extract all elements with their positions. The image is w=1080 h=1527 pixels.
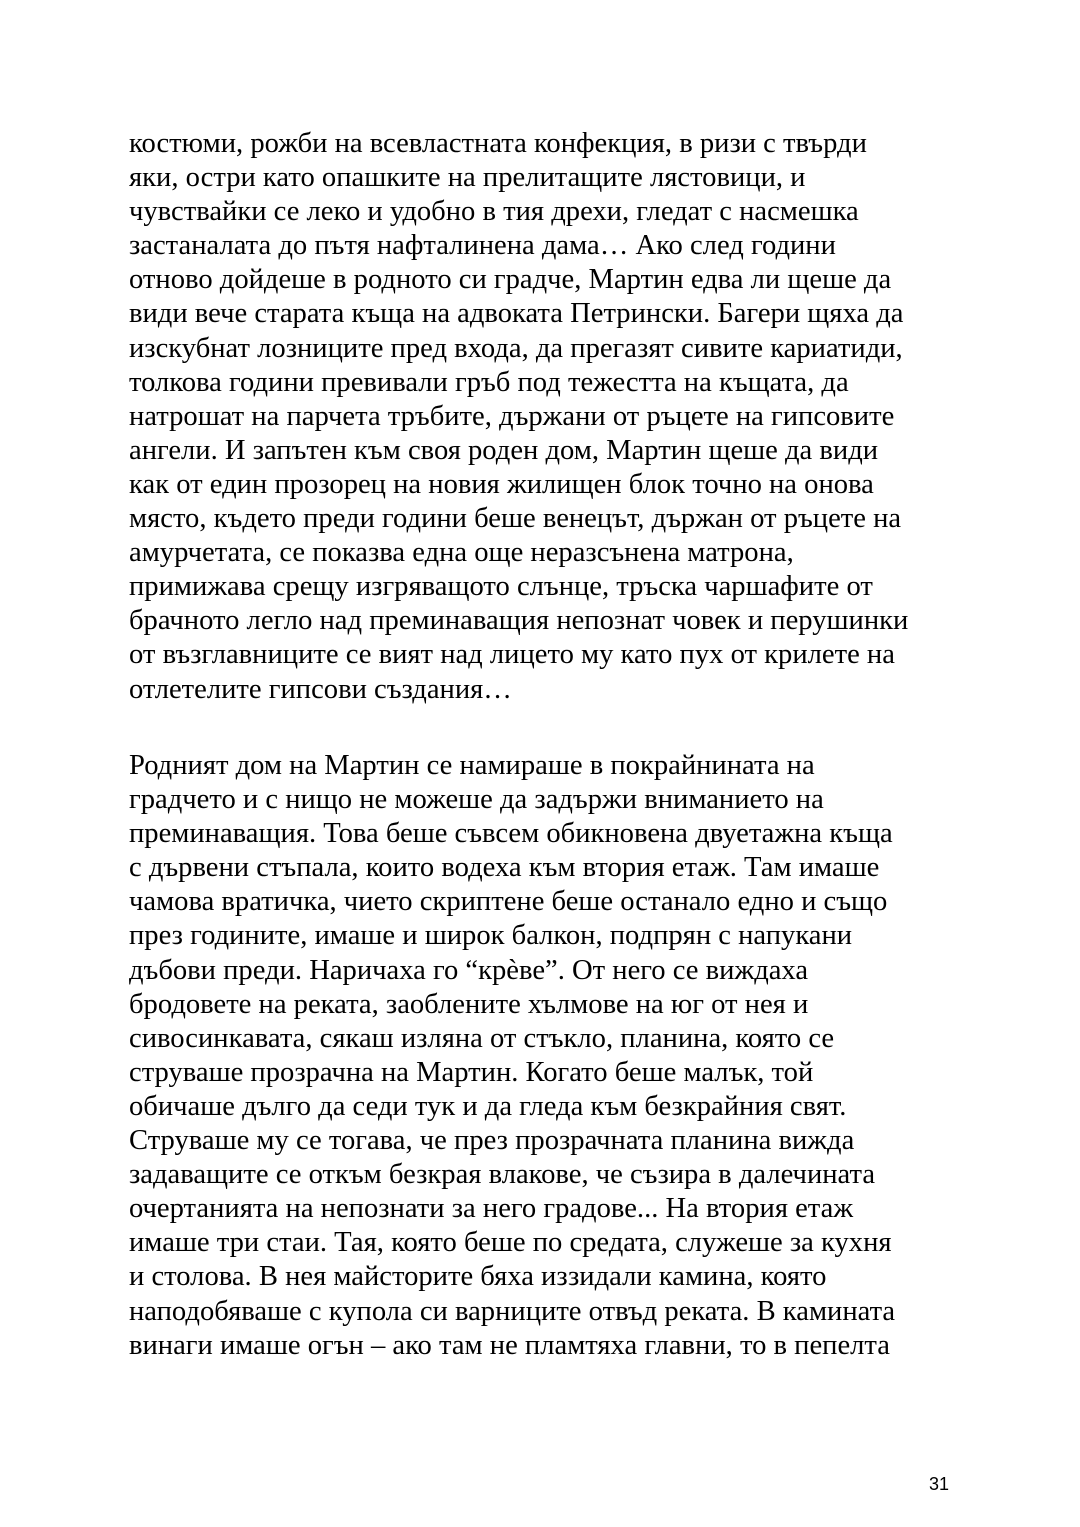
text-line: изскубнат лозниците пред входа, да прегазят сивите кариатиди, xyxy=(129,332,903,364)
text-line: и столова. В нея майсторите бяха иззидали камина, която xyxy=(129,1261,827,1293)
text-line: очертанията на непознати за него градове... На втория етаж xyxy=(129,1193,854,1225)
text-line: градчето и с нищо не можеше да задържи вниманието на xyxy=(129,784,824,816)
text-line: бродовете на реката, заоблените хълмове на юг от нея и xyxy=(129,988,809,1020)
text-line: чувствайки се леко и удобно в тия дрехи, гледат с насмешка xyxy=(129,196,859,228)
text-line: Струваше му се тогава, че през прозрачната планина вижда xyxy=(129,1125,855,1157)
text-line: сивосинкавата, сякаш изляна от стъкло, планина, която се xyxy=(129,1022,835,1054)
body-paragraph-1 xyxy=(129,127,969,707)
text-line: примижава срещу изгряващото слънце, тръска чаршафите от xyxy=(129,571,873,603)
text-line: задаващите се откъм безкрая влакове, че съзира в далечината xyxy=(129,1159,876,1191)
text-line: отново дойдеше в родното си градче, Мартин едва ли щеше да xyxy=(129,264,892,296)
text-line: през годините, имаше и широк балкон, подпрян с напукани xyxy=(129,920,853,952)
text-line: наподобяваше с купола си варниците отвъд реката. В камината xyxy=(129,1295,896,1327)
text-line: толкова години превивали гръб под тежестта на къщата, да xyxy=(129,366,849,398)
text-line: как от един прозорец на новия жилищен блок точно на онова xyxy=(129,468,874,500)
text-line: амурчетата, се показва една още неразсънена матрона, xyxy=(129,537,794,569)
text-line: с дървени стъпала, които водеха към втория етаж. Там имаше xyxy=(129,852,880,884)
text-line: дъбови преди. Наричаха го “крѐве”. От него се виждаха xyxy=(129,954,809,986)
text-line: винаги имаше огън – ако там не пламтяха главни, то в пепелта xyxy=(129,1329,890,1361)
text-line: натрошат на парчета тръбите, държани от ръцете на гипсовите xyxy=(129,400,895,432)
text-line: брачното легло над преминаващия непознат човек и перушинки xyxy=(129,605,909,637)
text-line: от възглавниците се вият над лицето му като пух от крилете на xyxy=(129,639,895,671)
text-line: имаше три стаи. Тая, която беше по средата, служеше за кухня xyxy=(129,1227,892,1259)
text-line: ангели. И запътен към своя роден дом, Мартин щеше да види xyxy=(129,434,879,466)
text-line: застаналата до пътя нафталинена дама… Ако след години xyxy=(129,230,836,262)
text-line: струваше прозрачна на Мартин. Когато беше малък, той xyxy=(129,1056,814,1088)
text-line: Родният дом на Мартин се намираше в покрайнината на xyxy=(129,750,815,781)
page-number: 31 xyxy=(929,1474,950,1494)
text-line: яки, остри като опашките на прелитащите лястовици, и xyxy=(129,162,806,194)
text-line: отлетелите гипсови създания… xyxy=(129,673,512,705)
text-line: обичаше дълго да седи тук и да гледа към безкрайния свят. xyxy=(129,1090,847,1122)
text-line: място, където преди години беше венецът, държан от ръцете на xyxy=(129,503,902,535)
text-line: види вече старата къща на адвоката Петрински. Багери щяха да xyxy=(129,298,904,330)
body-paragraph-2 xyxy=(129,749,969,1363)
text-line: костюми, рожби на всевластната конфекция, в ризи с твърди xyxy=(129,128,867,159)
text-line: чамова вратичка, чието скриптене беше останало едно и също xyxy=(129,886,888,918)
text-line: преминаващия. Това беше съвсем обикновена двуетажна къща xyxy=(129,818,893,850)
